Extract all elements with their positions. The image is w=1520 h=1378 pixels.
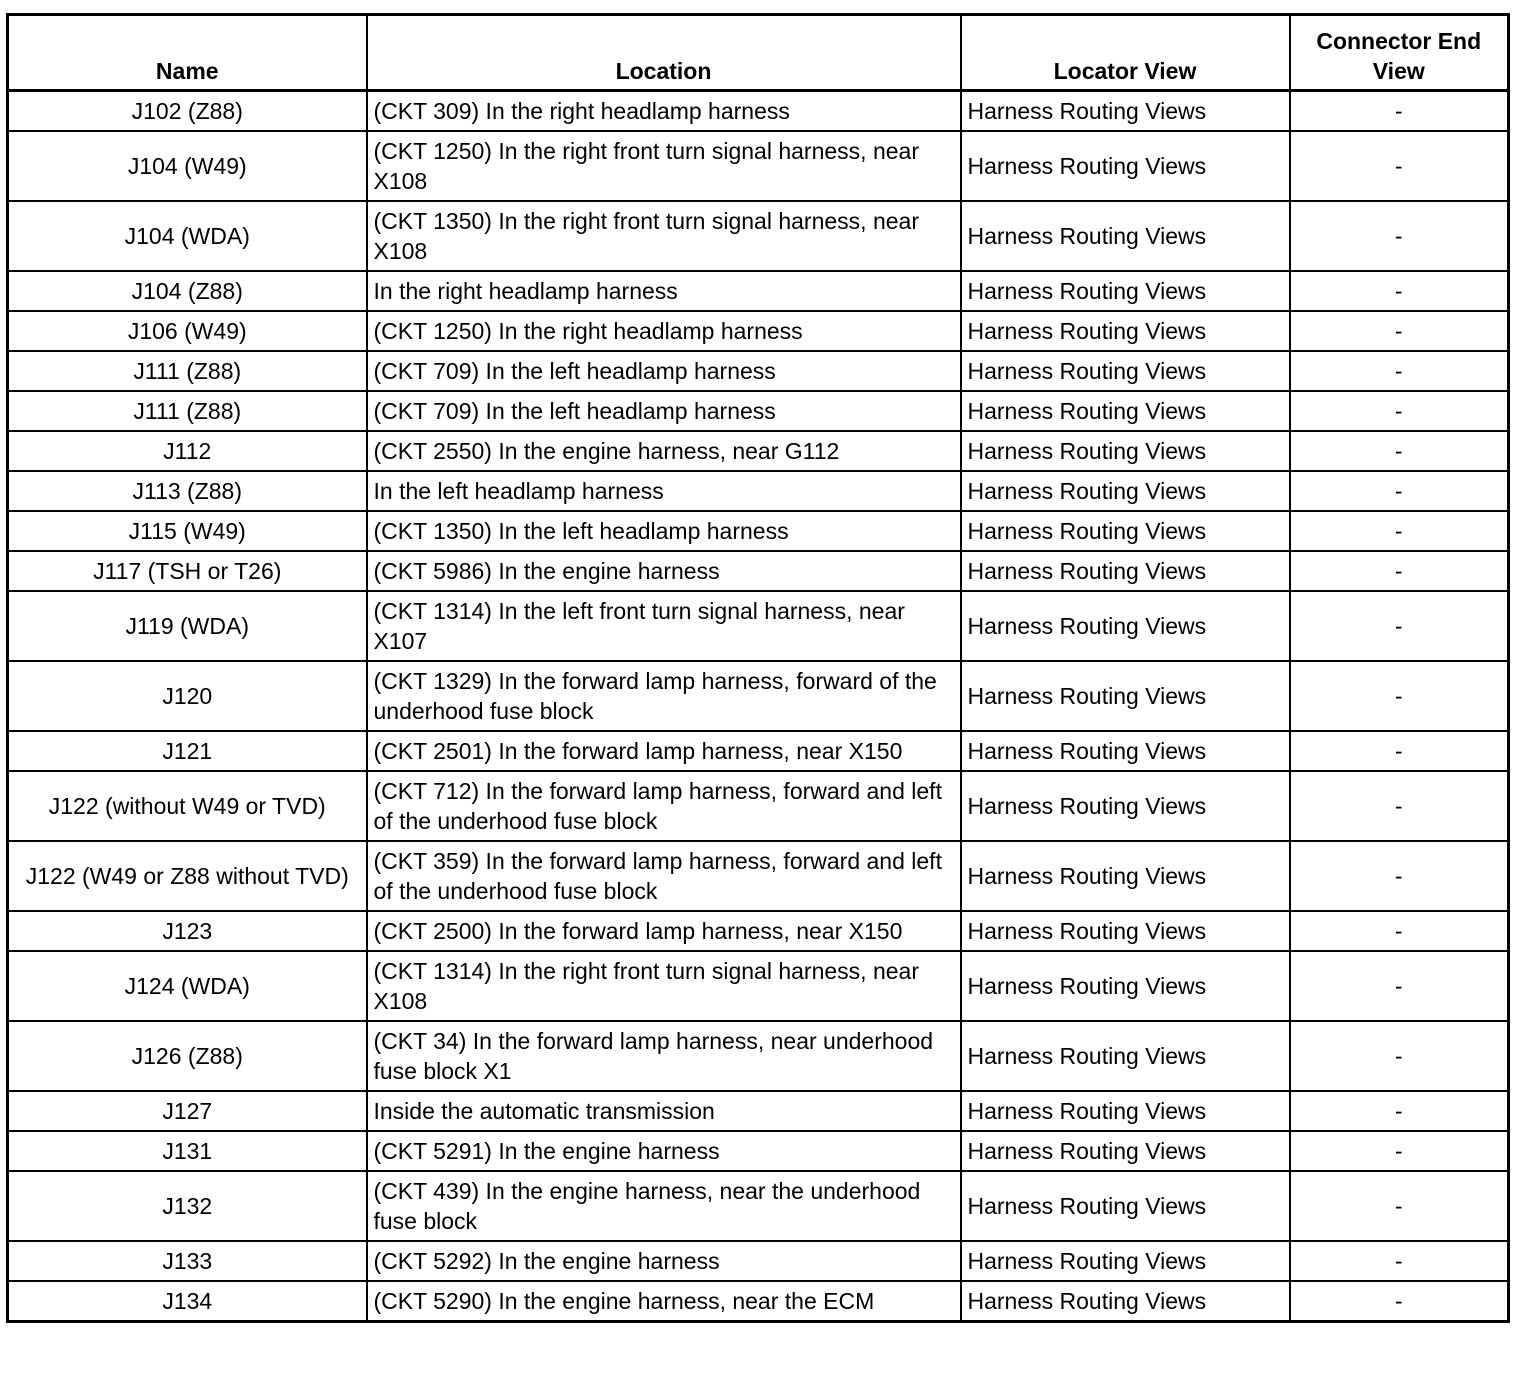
cell-connector-end-view: - bbox=[1290, 771, 1509, 841]
cell-location: Inside the automatic transmission bbox=[367, 1091, 961, 1131]
cell-name: J122 (without W49 or TVD) bbox=[8, 771, 367, 841]
cell-location: (CKT 5291) In the engine harness bbox=[367, 1131, 961, 1171]
cell-location: (CKT 709) In the left headlamp harness bbox=[367, 391, 961, 431]
cell-name: J102 (Z88) bbox=[8, 91, 367, 132]
cell-location: (CKT 359) In the forward lamp harness, forward and left of the underhood fuse block bbox=[367, 841, 961, 911]
cell-location: (CKT 1314) In the left front turn signal harness, near X107 bbox=[367, 591, 961, 661]
cell-locator-view: Harness Routing Views bbox=[961, 201, 1290, 271]
table-row bbox=[8, 1241, 1509, 1281]
cell-name: J106 (W49) bbox=[8, 311, 367, 351]
cell-locator-view: Harness Routing Views bbox=[961, 511, 1290, 551]
cell-connector-end-view: - bbox=[1290, 1131, 1509, 1171]
header-name: Name bbox=[8, 15, 367, 91]
cell-connector-end-view: - bbox=[1290, 911, 1509, 951]
header-location: Location bbox=[367, 15, 961, 91]
cell-name: J131 bbox=[8, 1131, 367, 1171]
cell-name: J104 (Z88) bbox=[8, 271, 367, 311]
table-row bbox=[8, 1021, 1509, 1091]
cell-name: J115 (W49) bbox=[8, 511, 367, 551]
cell-location: (CKT 2550) In the engine harness, near G112 bbox=[367, 431, 961, 471]
table-row bbox=[8, 431, 1509, 471]
cell-locator-view: Harness Routing Views bbox=[961, 1281, 1290, 1322]
header-connector-end-view: Connector End View bbox=[1290, 15, 1509, 91]
cell-locator-view: Harness Routing Views bbox=[961, 351, 1290, 391]
table-row bbox=[8, 201, 1509, 271]
table-row bbox=[8, 91, 1509, 132]
cell-name: J121 bbox=[8, 731, 367, 771]
table-row bbox=[8, 131, 1509, 201]
cell-locator-view: Harness Routing Views bbox=[961, 91, 1290, 132]
cell-location: In the left headlamp harness bbox=[367, 471, 961, 511]
cell-name: J133 bbox=[8, 1241, 367, 1281]
cell-locator-view: Harness Routing Views bbox=[961, 1021, 1290, 1091]
cell-name: J134 bbox=[8, 1281, 367, 1322]
table-row bbox=[8, 841, 1509, 911]
table-row bbox=[8, 1091, 1509, 1131]
cell-location: (CKT 1250) In the right front turn signal harness, near X108 bbox=[367, 131, 961, 201]
cell-name: J111 (Z88) bbox=[8, 351, 367, 391]
table-row bbox=[8, 511, 1509, 551]
cell-name: J104 (WDA) bbox=[8, 201, 367, 271]
cell-connector-end-view: - bbox=[1290, 1021, 1509, 1091]
table-row bbox=[8, 591, 1509, 661]
cell-location: (CKT 5986) In the engine harness bbox=[367, 551, 961, 591]
cell-location: (CKT 5292) In the engine harness bbox=[367, 1241, 961, 1281]
header-locator-view: Locator View bbox=[961, 15, 1290, 91]
cell-location: (CKT 1350) In the right front turn signal harness, near X108 bbox=[367, 201, 961, 271]
cell-name: J122 (W49 or Z88 without TVD) bbox=[8, 841, 367, 911]
cell-name: J113 (Z88) bbox=[8, 471, 367, 511]
table-row bbox=[8, 471, 1509, 511]
cell-connector-end-view: - bbox=[1290, 511, 1509, 551]
cell-location: (CKT 2500) In the forward lamp harness, near X150 bbox=[367, 911, 961, 951]
cell-name: J132 bbox=[8, 1171, 367, 1241]
cell-connector-end-view: - bbox=[1290, 201, 1509, 271]
cell-connector-end-view: - bbox=[1290, 1091, 1509, 1131]
cell-name: J112 bbox=[8, 431, 367, 471]
cell-locator-view: Harness Routing Views bbox=[961, 771, 1290, 841]
cell-connector-end-view: - bbox=[1290, 1171, 1509, 1241]
cell-name: J111 (Z88) bbox=[8, 391, 367, 431]
cell-connector-end-view: - bbox=[1290, 1281, 1509, 1322]
cell-connector-end-view: - bbox=[1290, 91, 1509, 132]
splice-locations-table bbox=[6, 13, 1510, 1323]
table-row bbox=[8, 551, 1509, 591]
cell-locator-view: Harness Routing Views bbox=[961, 591, 1290, 661]
cell-connector-end-view: - bbox=[1290, 591, 1509, 661]
cell-locator-view: Harness Routing Views bbox=[961, 1131, 1290, 1171]
cell-name: J127 bbox=[8, 1091, 367, 1131]
cell-location: (CKT 1350) In the left headlamp harness bbox=[367, 511, 961, 551]
cell-locator-view: Harness Routing Views bbox=[961, 131, 1290, 201]
cell-locator-view: Harness Routing Views bbox=[961, 1241, 1290, 1281]
cell-connector-end-view: - bbox=[1290, 391, 1509, 431]
cell-locator-view: Harness Routing Views bbox=[961, 271, 1290, 311]
cell-connector-end-view: - bbox=[1290, 951, 1509, 1021]
cell-connector-end-view: - bbox=[1290, 1241, 1509, 1281]
cell-locator-view: Harness Routing Views bbox=[961, 911, 1290, 951]
cell-location: (CKT 439) In the engine harness, near the underhood fuse block bbox=[367, 1171, 961, 1241]
cell-locator-view: Harness Routing Views bbox=[961, 661, 1290, 731]
cell-location: (CKT 34) In the forward lamp harness, near underhood fuse block X1 bbox=[367, 1021, 961, 1091]
cell-locator-view: Harness Routing Views bbox=[961, 1091, 1290, 1131]
cell-connector-end-view: - bbox=[1290, 471, 1509, 511]
table-row bbox=[8, 1171, 1509, 1241]
cell-location: (CKT 1250) In the right headlamp harness bbox=[367, 311, 961, 351]
cell-location: (CKT 712) In the forward lamp harness, forward and left of the underhood fuse block bbox=[367, 771, 961, 841]
cell-location: (CKT 1314) In the right front turn signal harness, near X108 bbox=[367, 951, 961, 1021]
cell-location: (CKT 309) In the right headlamp harness bbox=[367, 91, 961, 132]
cell-location: (CKT 1329) In the forward lamp harness, forward of the underhood fuse block bbox=[367, 661, 961, 731]
cell-location: (CKT 709) In the left headlamp harness bbox=[367, 351, 961, 391]
cell-name: J126 (Z88) bbox=[8, 1021, 367, 1091]
table-row bbox=[8, 351, 1509, 391]
cell-location: (CKT 2501) In the forward lamp harness, near X150 bbox=[367, 731, 961, 771]
cell-connector-end-view: - bbox=[1290, 551, 1509, 591]
table-row bbox=[8, 1281, 1509, 1322]
cell-name: J117 (TSH or T26) bbox=[8, 551, 367, 591]
cell-name: J123 bbox=[8, 911, 367, 951]
cell-connector-end-view: - bbox=[1290, 131, 1509, 201]
table-row bbox=[8, 661, 1509, 731]
table-row bbox=[8, 311, 1509, 351]
cell-name: J124 (WDA) bbox=[8, 951, 367, 1021]
table-row bbox=[8, 391, 1509, 431]
cell-connector-end-view: - bbox=[1290, 431, 1509, 471]
cell-locator-view: Harness Routing Views bbox=[961, 951, 1290, 1021]
cell-connector-end-view: - bbox=[1290, 271, 1509, 311]
cell-connector-end-view: - bbox=[1290, 351, 1509, 391]
table-row bbox=[8, 271, 1509, 311]
cell-connector-end-view: - bbox=[1290, 841, 1509, 911]
cell-locator-view: Harness Routing Views bbox=[961, 431, 1290, 471]
cell-location: (CKT 5290) In the engine harness, near the ECM bbox=[367, 1281, 961, 1322]
table-row bbox=[8, 731, 1509, 771]
cell-locator-view: Harness Routing Views bbox=[961, 731, 1290, 771]
table-row bbox=[8, 911, 1509, 951]
table-row bbox=[8, 1131, 1509, 1171]
cell-locator-view: Harness Routing Views bbox=[961, 551, 1290, 591]
cell-name: J120 bbox=[8, 661, 367, 731]
cell-location: In the right headlamp harness bbox=[367, 271, 961, 311]
cell-name: J104 (W49) bbox=[8, 131, 367, 201]
cell-connector-end-view: - bbox=[1290, 731, 1509, 771]
cell-locator-view: Harness Routing Views bbox=[961, 311, 1290, 351]
cell-locator-view: Harness Routing Views bbox=[961, 391, 1290, 431]
cell-name: J119 (WDA) bbox=[8, 591, 367, 661]
cell-locator-view: Harness Routing Views bbox=[961, 841, 1290, 911]
cell-connector-end-view: - bbox=[1290, 661, 1509, 731]
table-row bbox=[8, 951, 1509, 1021]
cell-locator-view: Harness Routing Views bbox=[961, 1171, 1290, 1241]
table-header-row bbox=[8, 15, 1509, 91]
table-row bbox=[8, 771, 1509, 841]
cell-connector-end-view: - bbox=[1290, 311, 1509, 351]
cell-locator-view: Harness Routing Views bbox=[961, 471, 1290, 511]
